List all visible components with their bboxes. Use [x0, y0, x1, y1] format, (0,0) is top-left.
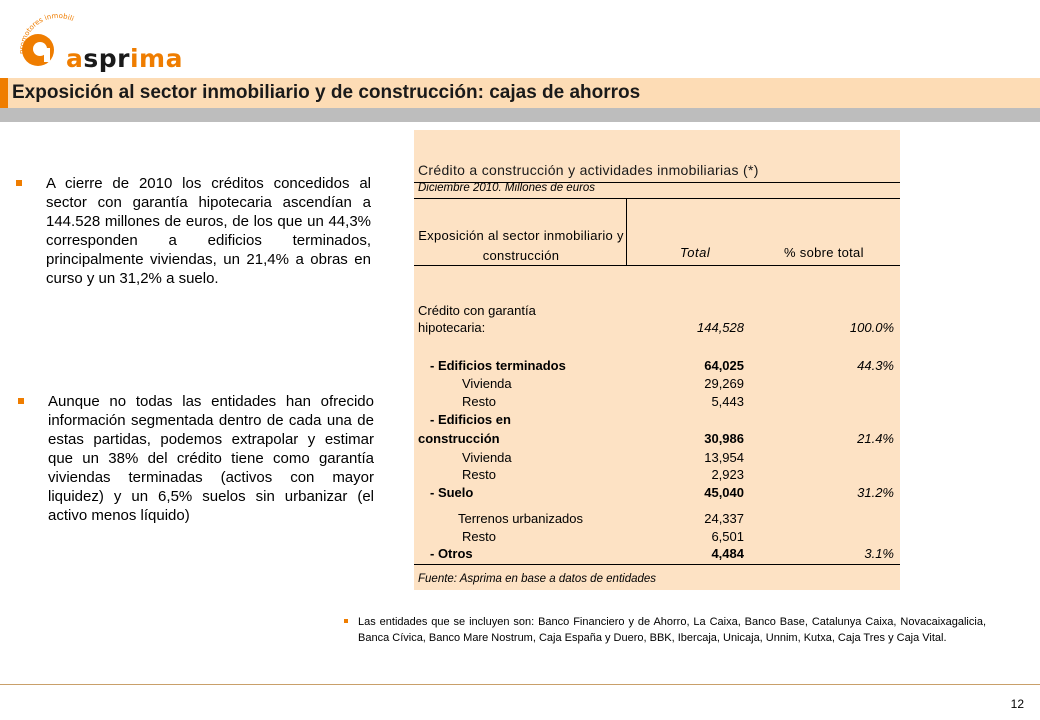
table-rule	[414, 564, 900, 565]
row-label: Resto	[462, 529, 496, 544]
row-total: 24,337	[704, 511, 744, 526]
row-label: construcción	[418, 431, 500, 446]
entities-note	[344, 614, 986, 646]
table-source: Fuente: Asprima en base a datos de entidades	[418, 573, 657, 585]
row-label: - Suelo	[430, 485, 474, 500]
row-label: Crédito con garantía	[418, 303, 536, 318]
row-total: 64,025	[704, 358, 744, 373]
title-accent	[0, 78, 8, 108]
row-label: Vivienda	[462, 376, 512, 391]
logo-arc-text: promotores inmobili	[17, 11, 76, 55]
bullet-square-icon	[344, 619, 348, 623]
header-pct: % sobre total	[784, 245, 864, 260]
row-label: - Edificios terminados	[430, 358, 566, 373]
row-label: - Otros	[430, 546, 473, 561]
header-band	[0, 108, 1040, 122]
bullet-text: A cierre de 2010 los créditos concedidos al sector con garantía hipotecaria ascendían a 144.528 millones de euros, de los que un 44,3% corresponden a edificios terminados, principalmente viviendas, un 21,4% a obras en curso y un 31,2% a suelo.	[46, 175, 371, 287]
table-title: Crédito a construcción y actividades inmobiliarias (*)	[418, 162, 759, 178]
header-exposicion: Exposición al sector inmobiliario y construcción	[418, 228, 624, 263]
row-total: 144,528	[697, 320, 744, 335]
row-total: 6,501	[711, 529, 744, 544]
row-total: 4,484	[711, 546, 744, 561]
row-label: Terrenos urbanizados	[458, 511, 584, 526]
row-total: 30,986	[704, 431, 744, 446]
row-pct: 100.0%	[849, 320, 894, 335]
bullet-1	[16, 174, 371, 288]
title-bar	[0, 78, 1040, 108]
row-total: 5,443	[711, 394, 744, 409]
row-total: 29,269	[704, 376, 744, 391]
page-title: Exposición al sector inmobiliario y de construcción: cajas de ahorros	[12, 82, 641, 103]
bullet-text: Aunque no todas las entidades han ofrecido información segmentada dentro de cada una de estas partidas, podemos extrapolar y estimar que un 38% del crédito tiene como garantía viviendas terminadas (activos con mayor liquidez) y un 6,5% suelos sin urbanizar (el activo menos líquido)	[48, 393, 374, 524]
row-total: 45,040	[704, 485, 744, 500]
bullet-2	[18, 392, 374, 525]
row-label: - Edificios en	[430, 412, 511, 427]
asprima-logo	[14, 4, 183, 73]
bullet-square-icon	[16, 180, 22, 186]
row-pct: 3.1%	[864, 546, 894, 561]
row-label: Resto	[462, 467, 496, 482]
table-rule	[414, 265, 900, 266]
row-pct: 44.3%	[857, 358, 894, 373]
row-pct: 21.4%	[857, 431, 894, 446]
bullet-square-icon	[18, 398, 24, 404]
page-number: 12	[1010, 697, 1024, 711]
table-divider	[626, 198, 627, 266]
table-rule	[414, 198, 900, 199]
note-text: Las entidades que se incluyen son: Banco Financiero y de Ahorro, La Caixa, Banco Base, Catalunya Caixa, Novacaixagalicia, Banca Cívica, Banco Mare Nostrum, Caja España y Duero, BBK, Ibercaja, Unicaja, Unnim, Kutxa, Caja Tres y Caja Vital.	[358, 616, 986, 644]
header-total: Total	[680, 245, 711, 260]
row-total: 2,923	[711, 467, 744, 482]
logo-wordmark: asprima	[66, 44, 183, 73]
row-total: 13,954	[704, 450, 744, 465]
row-label: Vivienda	[462, 450, 512, 465]
row-label: Resto	[462, 394, 496, 409]
footer-rule	[0, 684, 1040, 685]
row-pct: 31.2%	[857, 485, 894, 500]
row-label: hipotecaria:	[418, 320, 486, 335]
table-subtitle: Diciembre 2010. Millones de euros	[418, 182, 596, 194]
